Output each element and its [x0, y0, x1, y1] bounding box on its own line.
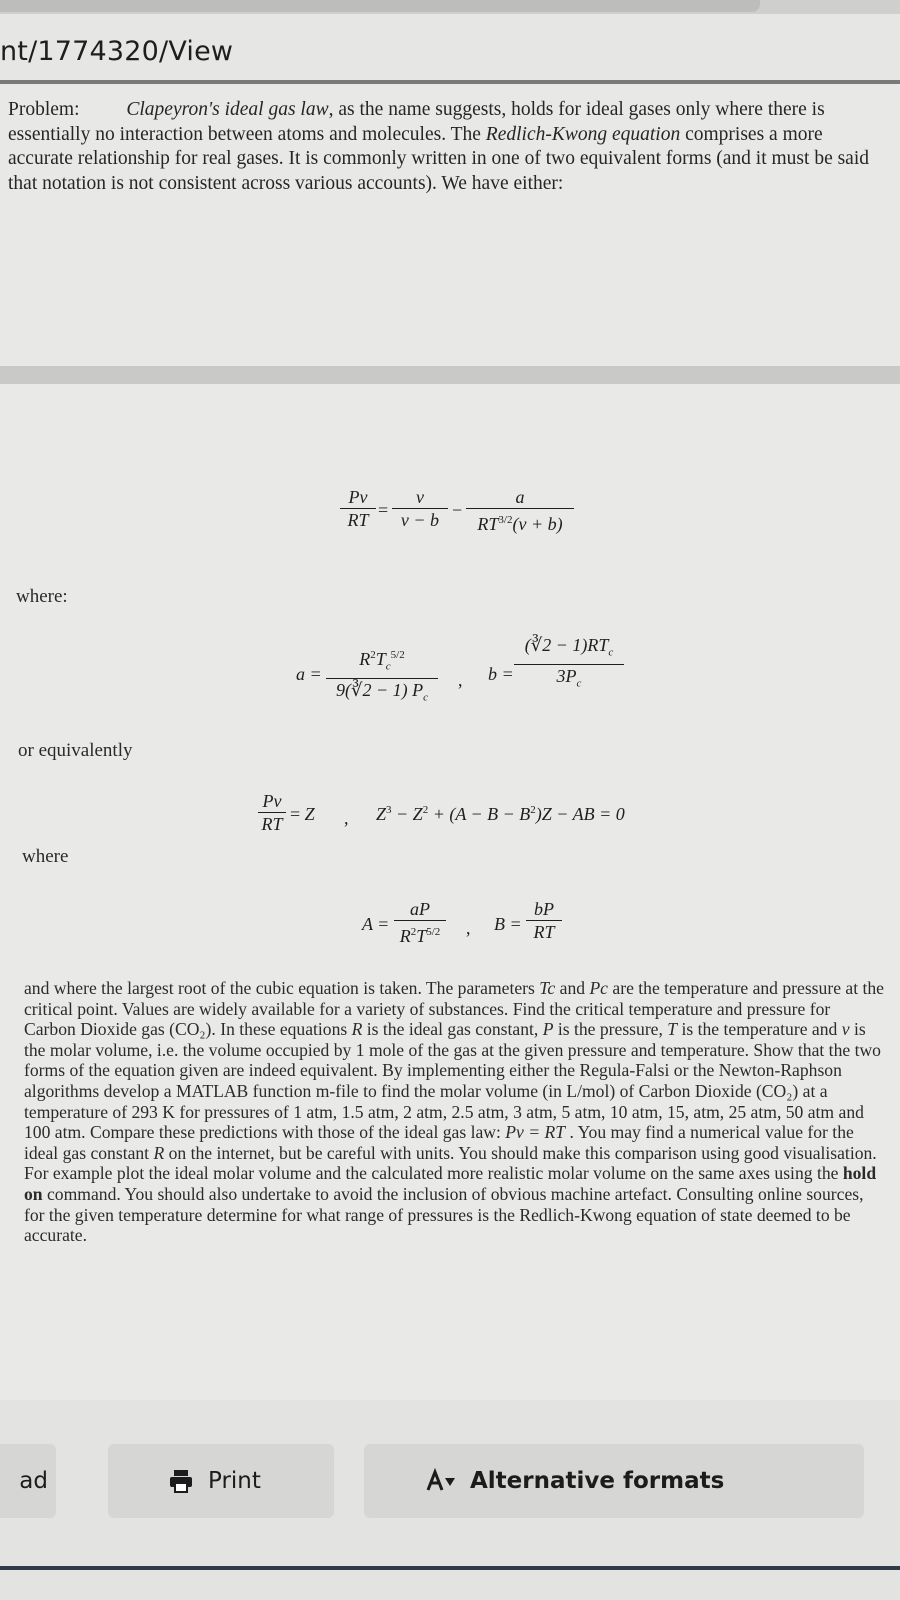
eq2-frac-a: $R^2T_c^{5/2}$ 9(∛2 − 1) $P_c$ — [326, 644, 438, 708]
para-s5: is the pressure, — [553, 1019, 668, 1040]
browser-top-bar — [0, 0, 900, 14]
label-or-equivalently: or equivalently — [18, 740, 133, 761]
print-button[interactable] — [108, 1444, 334, 1518]
eq1-minus: − — [452, 500, 463, 520]
para-s7: is the molar volume, i.e. the volume occupied by 1 mole of the gas at the given pressure and temperature. Show that the two forms of the equation given are indeed equivalent. By implementing either the Regula-Falsi or the Newton-Raphson algorithms develop a MATLAB function m-file to find the molar volume (in L/mol) of Carbon Dioxide (CO₂) at a temperature of 293 K for pressures of 1 atm, 1.5 atm, 2 atm, 2.5 atm, 3 atm, 5 atm, 10 atm, 15, atm, 25 atm, 50 atm and 100 atm. Compare these predictions with those of the ideal gas law: — [24, 1019, 881, 1143]
para-pc: Pc — [589, 978, 608, 998]
para-s9: on the internet, but be careful with units. You should make this comparison using good visualisation. For example plot the ideal molar volume and the calculated more realistic molar volume on the same axes using the — [24, 1142, 877, 1184]
download-button[interactable] — [0, 1444, 56, 1518]
problem-text-1: , as the name suggests, holds for ideal gases only where there is essentially no interaction between atoms and molecules. The — [8, 99, 825, 145]
eq4-comma: , — [466, 918, 471, 938]
problem-statement — [8, 98, 882, 196]
printer-icon — [168, 1468, 194, 1494]
para-v: v — [841, 1019, 850, 1040]
label-where-1: where: — [16, 586, 68, 607]
para-r: R — [351, 1019, 363, 1040]
eq2-comma: , — [458, 670, 463, 690]
para-ideal-law: Pv = RT — [505, 1122, 566, 1143]
para-s3: are the temperature and pressure at the critical point. Values are widely available for a variety of substances. Find the critical temperature and pressure for Carbon Dioxide gas (CO₂). In these equations — [24, 978, 884, 1040]
para-hold-on: hold on — [24, 1163, 877, 1204]
eq4-frac-A: aP $R^2T^{5/2}$ — [394, 898, 446, 947]
eq3-z: = Z — [290, 804, 315, 824]
eq4-B-equals: B = — [494, 914, 522, 934]
eq2-b-equals: b = — [488, 664, 514, 684]
eq1-frac-pv-rt: Pv RT — [340, 486, 376, 531]
download-label: ad — [19, 1468, 48, 1494]
para-s10: command. You should also undertake to avoid the inclusion of obvious machine artefact. Consulting online sources, for the given temperature determine for what range of pressures is the Redlich-Kwong equation of state deemed to be accurate. — [24, 1183, 864, 1246]
section-divider — [0, 366, 900, 384]
equations-panel — [0, 384, 900, 1400]
eq3-frac-pv-rt: Pv RT — [258, 790, 286, 835]
task-description — [24, 978, 884, 1246]
eq4-frac-B: bP RT — [526, 898, 562, 943]
eq1-equals: = — [378, 500, 389, 520]
problem-term-clapeyron: Clapeyron's ideal gas law — [126, 99, 329, 120]
eq3-cubic: $Z^3 - Z^2 + (A - B - B^2)Z$ − AB = 0 — [376, 804, 625, 824]
para-p: P — [542, 1019, 554, 1040]
problem-term-redlich: Redlich-Kwong equation — [485, 123, 681, 145]
para-t: T — [667, 1019, 678, 1040]
alternative-formats-button[interactable] — [364, 1444, 864, 1518]
para-tc: Tc — [539, 978, 556, 998]
para-s2: and — [555, 978, 590, 998]
label-where-2: where — [22, 846, 69, 867]
para-s4: is the ideal gas constant, — [362, 1019, 543, 1040]
browser-tab-strip — [0, 0, 760, 12]
eq2-a-equals: a = — [296, 664, 322, 684]
eq4-A-equals: A = — [362, 914, 390, 934]
alternative-formats-label: Alternative formats — [470, 1468, 725, 1494]
para-s8: . You may find a numerical value for the ideal gas constant — [24, 1122, 854, 1163]
eq1-frac-v: v v − b — [392, 486, 448, 531]
eq3-comma: , — [344, 808, 349, 828]
eq1-frac-a: a $RT^{3/2}(v + b)$ — [466, 486, 574, 535]
para-s6: is the temperature and — [677, 1019, 842, 1040]
problem-label: Problem: — [8, 99, 80, 120]
eq2-frac-b: (∛2 − $1)RT_c$ $3P_c$ — [514, 634, 624, 694]
para-s1: and where the largest root of the cubic equation is taken. The parameters — [24, 978, 540, 998]
footer-bottom-rule — [0, 1566, 900, 1570]
para-r2: R — [153, 1142, 165, 1163]
print-label: Print — [208, 1468, 261, 1494]
text-format-icon — [426, 1468, 456, 1494]
address-url[interactable]: nt/1774320/View — [0, 36, 234, 67]
problem-text-2: comprises a more accurate relationship for real gases. It is commonly written in one of two equivalent forms (and it must be said that notation is not consistent across various accounts). We have either: — [8, 123, 870, 194]
